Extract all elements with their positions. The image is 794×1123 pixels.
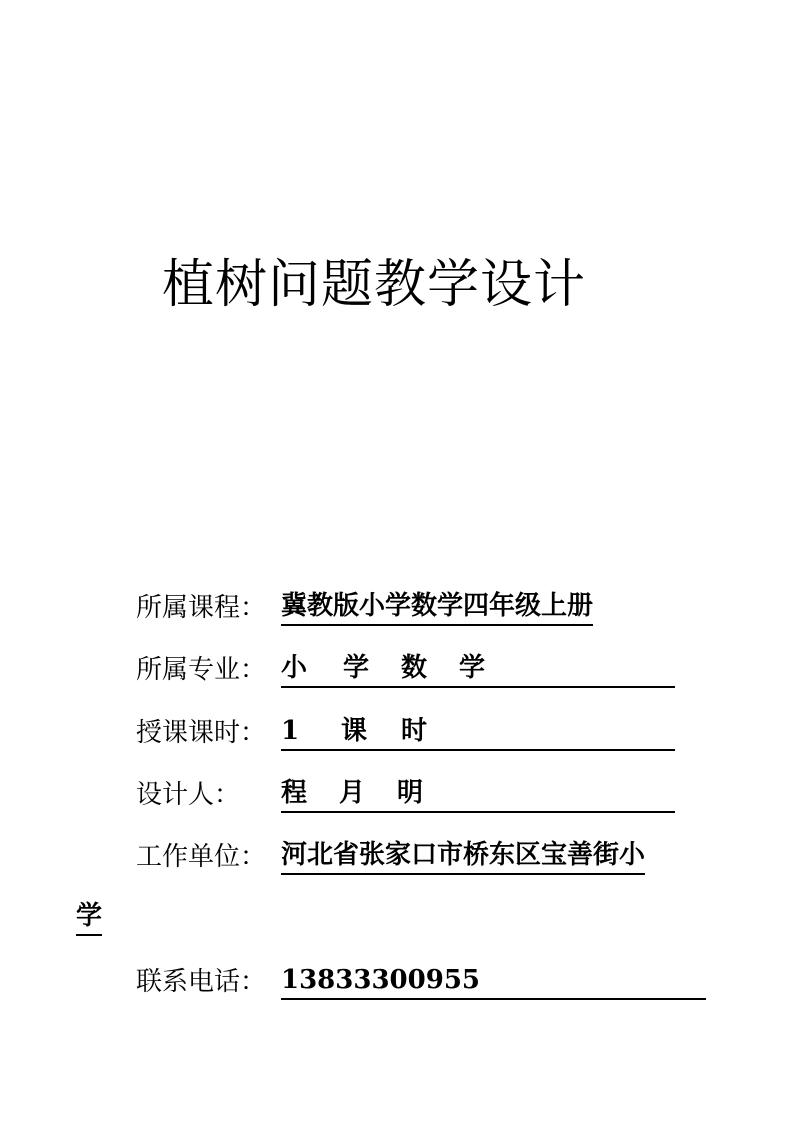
phone-number: 13833300955	[281, 965, 480, 995]
major-row	[136, 650, 675, 690]
designer-char: 月	[339, 778, 366, 808]
designer-label: 设计人：	[136, 780, 241, 810]
major-char: 数	[401, 653, 428, 683]
document-title: 植树问题教学设计	[162, 255, 587, 315]
course-value: 冀教版小学数学四年级上册	[281, 588, 593, 626]
major-char: 小	[281, 653, 308, 683]
major-char: 学	[459, 653, 486, 683]
hours-number: 1	[281, 716, 300, 746]
designer-value	[281, 775, 675, 813]
course-label: 所属课程：	[136, 593, 267, 623]
hours-char: 时	[401, 716, 428, 746]
major-value	[281, 650, 675, 688]
workplace-row	[136, 837, 645, 877]
designer-char: 明	[397, 778, 424, 808]
major-char: 学	[343, 653, 370, 683]
phone-value	[281, 962, 706, 1000]
hours-char: 课	[341, 716, 368, 746]
hours-label: 授课课时：	[136, 718, 267, 748]
phone-row	[136, 962, 706, 1002]
phone-label: 联系电话：	[136, 967, 267, 997]
workplace-value: 河北省张家口市桥东区宝善街小	[281, 837, 645, 875]
hours-value	[281, 713, 675, 751]
workplace-value-continued: 学	[76, 898, 102, 936]
designer-char: 程	[281, 778, 308, 808]
workplace-label: 工作单位：	[136, 842, 267, 872]
designer-row	[136, 775, 675, 815]
course-row	[136, 588, 593, 628]
hours-row	[136, 713, 675, 753]
major-label: 所属专业：	[136, 655, 267, 685]
